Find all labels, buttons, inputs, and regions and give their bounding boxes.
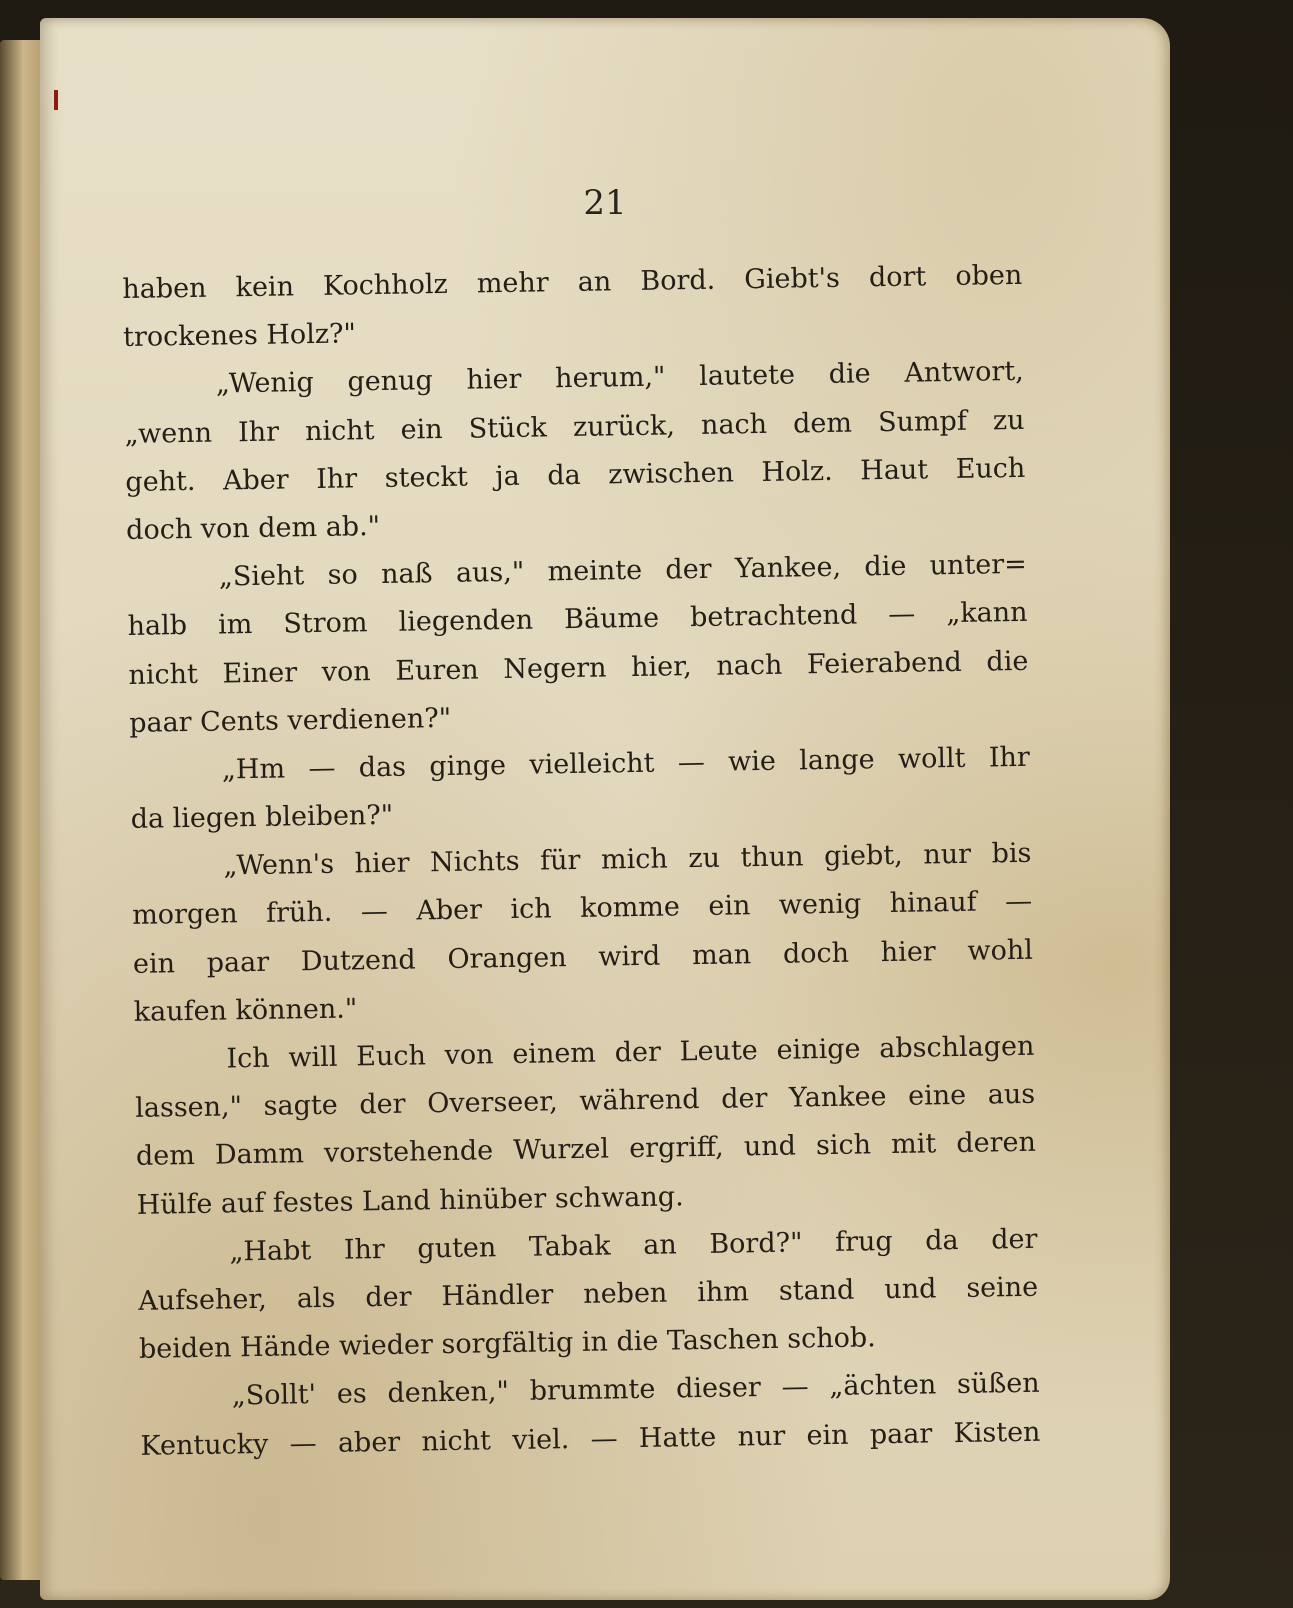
text-line: morgen früh. — Aber ich komme ein wenig hinauf — (131, 886, 1033, 932)
body-text (122, 252, 1041, 1471)
text-line: trockenes Holz?" (122, 318, 357, 354)
page-number: 21 (583, 183, 627, 223)
text-line: ein paar Dutzend Orangen wird man doch hier wohl (132, 934, 1034, 980)
text-line: halb im Strom liegenden Bäume betrachtend — „kann (127, 597, 1028, 643)
text-line: paar Cents verdienen?" (128, 702, 452, 739)
text-line: da liegen bleiben?" (130, 799, 394, 835)
text-line: dem Damm vorstehende Wurzel ergriff, und sich mit deren (135, 1127, 1037, 1173)
text-line: „Sollt' es denken," brummte dieser — „ächten süßen (231, 1368, 1040, 1412)
text-line: Ich will Euch von einem der Leute einige abschlagen (226, 1030, 1035, 1075)
book-page (40, 18, 1170, 1600)
text-line: beiden Hände wieder sorgfältig in die Taschen schob. (138, 1322, 876, 1365)
text-line: Aufseher, als der Händler neben ihm stand und seine (138, 1271, 1039, 1317)
text-line: „Hm — das ginge vielleicht — wie lange wollt Ihr (221, 741, 1031, 786)
text-line: „Wenn's hier Nichts für mich zu thun giebt, nur bis (223, 838, 1032, 882)
text-line: nicht Einer von Euren Negern hier, nach Feierabend die (128, 645, 1029, 691)
text-line: „Wenig genug hier herum," lautete die Antwort, (215, 356, 1025, 400)
text-line: „Sieht so naß aus," meinte der Yankee, die unter= (218, 548, 1028, 593)
text-line: kaufen können." (133, 993, 358, 1028)
text-line: „Habt Ihr guten Tabak an Bord?" frug da der (229, 1223, 1038, 1268)
text-line: geht. Aber Ihr steckt ja da zwischen Holz. Haut Euch (125, 452, 1026, 498)
text-line: Kentucky — aber nicht viel. — Hatte nur ein paar Kisten (140, 1416, 1041, 1462)
text-line: Hülfe auf festes Land hinüber schwang. (136, 1180, 684, 1221)
bookmark-ribbon (54, 90, 58, 110)
text-line: haben kein Kochholz mehr an Bord. Giebt's dort oben (122, 259, 1023, 305)
text-line: „wenn Ihr nicht ein Stück zurück, nach dem Sumpf zu (124, 404, 1025, 450)
text-line: lassen," sagte der Overseer, während der Yankee eine aus (134, 1078, 1036, 1125)
text-line: doch von dem ab." (125, 510, 381, 546)
